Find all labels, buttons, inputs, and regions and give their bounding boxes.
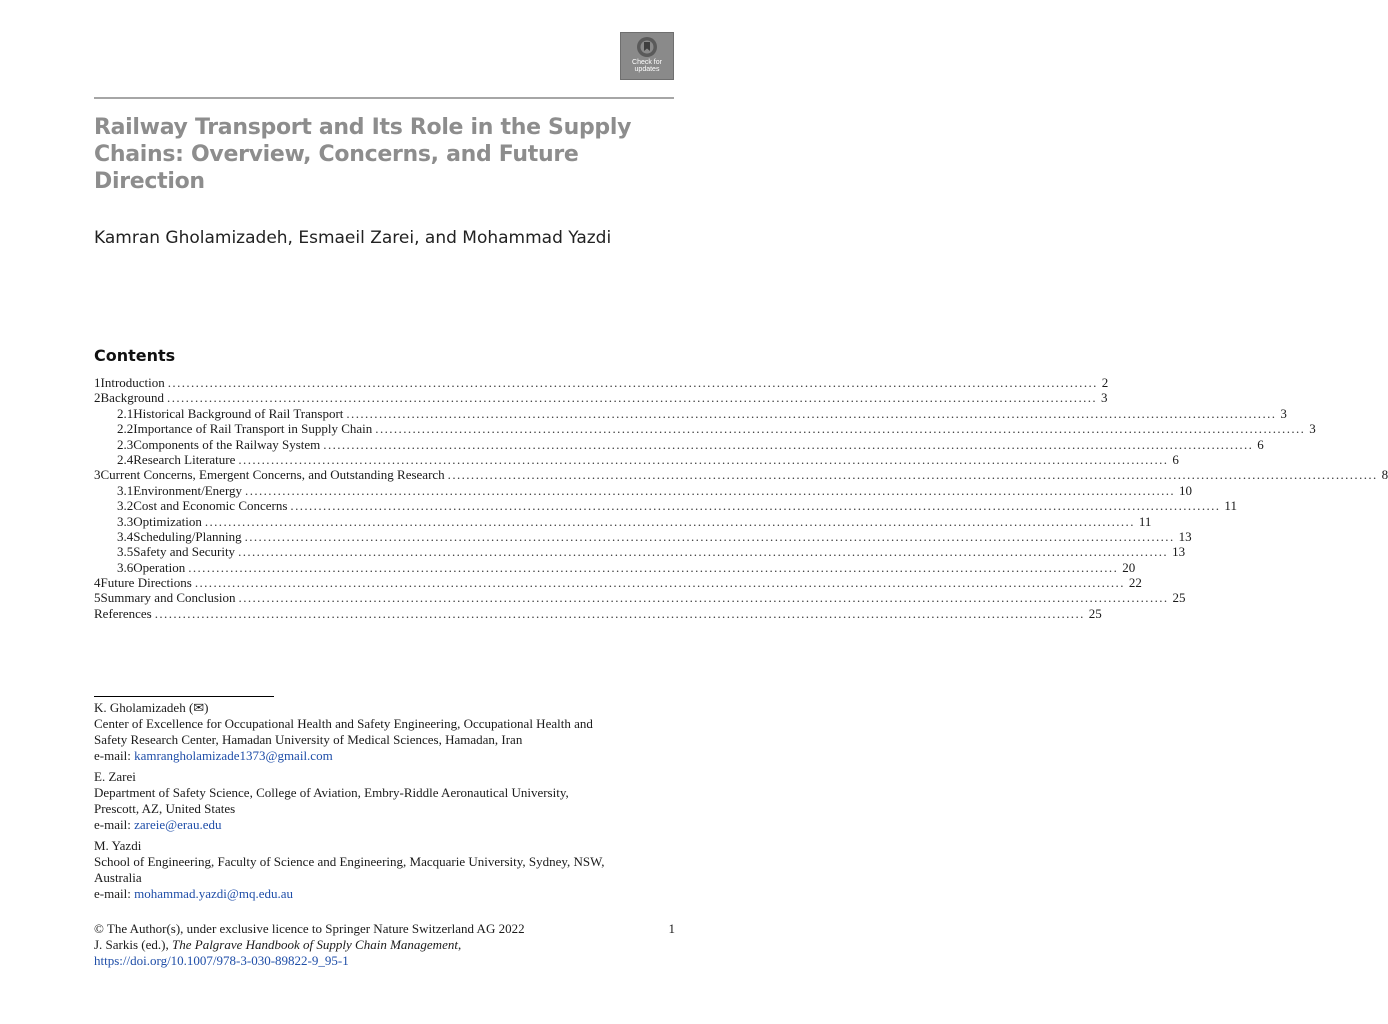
toc-entry[interactable]	[94, 467, 1388, 483]
title-rule	[94, 97, 674, 99]
toc-leader-dots: ........................................................................................................................................................................................................	[238, 451, 1169, 467]
affiliation-name: M. Yazdi	[94, 838, 142, 853]
toc-page-number: 3	[1280, 405, 1287, 421]
citation: J. Sarkis (ed.), The Palgrave Handbook of Supply Chain Management,	[94, 937, 462, 952]
toc-number: 4	[94, 575, 101, 591]
toc-entry[interactable]	[94, 544, 1186, 560]
affiliation-name: K. Gholamizadeh (✉)	[94, 700, 209, 715]
toc-leader-dots: ........................................................................................................................................................................................................	[167, 375, 1098, 390]
toc-entry[interactable]	[94, 559, 1136, 575]
toc-number: 3.1	[117, 482, 134, 498]
toc-number: 3.6	[117, 559, 134, 575]
affiliation-line: Safety Research Center, Hamadan University of Medical Sciences, Hamadan, Iran	[94, 732, 523, 747]
title-line: Direction	[94, 169, 205, 194]
bookmark-icon	[636, 36, 658, 58]
toc-leader-dots: ........................................................................................................................................................................................................	[290, 498, 1221, 514]
toc-leader-dots: ........................................................................................................................................................................................................	[154, 605, 1085, 621]
toc-page-number: 13	[1172, 544, 1186, 560]
toc-leader-dots: ........................................................................................................................................................................................................	[167, 390, 1098, 406]
title-line: Chains: Overview, Concerns, and Future	[94, 142, 579, 167]
toc-number: 1	[94, 375, 101, 390]
toc-number: 5	[94, 590, 101, 606]
chapter-title	[94, 114, 674, 195]
toc-entry[interactable]	[94, 528, 1192, 544]
toc-number: 3.5	[117, 544, 134, 560]
toc-page-number: 8	[1381, 467, 1388, 483]
toc-number: 2.4	[117, 451, 134, 467]
toc-page-number: 3	[1309, 421, 1316, 437]
toc-entry[interactable]	[94, 421, 1316, 437]
toc-page-number: 25	[1172, 590, 1186, 606]
toc-leader-dots: ........................................................................................................................................................................................................	[194, 575, 1125, 591]
toc-title: Scheduling/Planning	[133, 528, 242, 544]
toc-entry[interactable]	[94, 482, 1193, 498]
toc-title: Optimization	[133, 513, 202, 529]
toc-title: Environment/Energy	[133, 482, 243, 498]
toc-title: Research Literature	[133, 451, 236, 467]
toc-entry[interactable]	[94, 575, 1142, 591]
toc-leader-dots: ........................................................................................................................................................................................................	[323, 436, 1254, 452]
toc-number: 3.2	[117, 498, 134, 514]
email-link[interactable]: kamrangholamizade1373@gmail.com	[134, 748, 333, 763]
toc-entry[interactable]	[94, 390, 1108, 406]
toc-page-number: 25	[1088, 605, 1102, 621]
toc-entry[interactable]	[94, 590, 1186, 606]
toc-number: 3.3	[117, 513, 134, 529]
toc-title: Safety and Security	[133, 544, 236, 560]
toc-leader-dots: ........................................................................................................................................................................................................	[244, 528, 1175, 544]
toc-title: Future Directions	[100, 575, 192, 591]
affiliation-name: E. Zarei	[94, 769, 136, 784]
toc-page-number: 10	[1179, 482, 1193, 498]
toc-entry[interactable]	[94, 375, 1109, 390]
toc-page-number: 6	[1257, 436, 1264, 452]
toc-page-number: 22	[1128, 575, 1142, 591]
toc-leader-dots: ........................................................................................................................................................................................................	[238, 590, 1169, 606]
toc-title: Background	[100, 390, 165, 406]
toc-title: Historical Background of Rail Transport	[133, 405, 344, 421]
toc-leader-dots: ........................................................................................................................................................................................................	[188, 559, 1119, 575]
toc-number: 2.3	[117, 436, 134, 452]
email-label: e-mail:	[94, 817, 135, 832]
toc-page-number: 11	[1138, 513, 1152, 529]
title-line: Railway Transport and Its Role in the Supply	[94, 115, 632, 140]
toc-title: References	[94, 605, 152, 621]
toc-entry[interactable]	[94, 405, 1287, 421]
badge-label: Check for updates	[632, 59, 662, 73]
toc-title: Components of the Railway System	[133, 436, 321, 452]
page-footer	[94, 921, 675, 969]
toc-title: Summary and Conclusion	[100, 590, 236, 606]
toc-entry[interactable]	[94, 451, 1179, 467]
email-label: e-mail:	[94, 748, 135, 763]
toc-leader-dots: ........................................................................................................................................................................................................	[238, 544, 1169, 560]
toc-title: Current Concerns, Emergent Concerns, and Outstanding Research	[100, 467, 445, 483]
toc-title: Operation	[133, 559, 186, 575]
doi-link[interactable]: https://doi.org/10.1007/978-3-030-89822-9_95-1	[94, 953, 349, 968]
toc-leader-dots: ........................................................................................................................................................................................................	[447, 467, 1378, 483]
copyright-notice: © The Author(s), under exclusive licence to Springer Nature Switzerland AG 2022	[94, 921, 525, 936]
affiliation-gholamizadeh	[94, 700, 684, 764]
affiliation-line: Department of Safety Science, College of Aviation, Embry-Riddle Aeronautical University,	[94, 785, 569, 800]
toc-entry[interactable]	[94, 605, 1102, 621]
toc-number: 3.4	[117, 528, 134, 544]
affiliation-line: Center of Excellence for Occupational Health and Safety Engineering, Occupational Health and	[94, 716, 593, 731]
book-title: The Palgrave Handbook of Supply Chain Management	[172, 937, 458, 952]
affiliation-zarei	[94, 769, 684, 833]
author-list: Kamran Gholamizadeh, Esmaeil Zarei, and Mohammad Yazdi	[94, 228, 612, 248]
affiliation-line: Prescott, AZ, United States	[94, 801, 236, 816]
email-label: e-mail:	[94, 886, 135, 901]
footnote-rule	[94, 696, 274, 697]
affiliation-line: School of Engineering, Faculty of Science and Engineering, Macquarie University, Sydney, NSW,	[94, 854, 605, 869]
affiliation-line: Australia	[94, 870, 142, 885]
toc-page-number: 2	[1101, 375, 1109, 390]
contents-heading: Contents	[94, 346, 176, 365]
toc-number: 2.2	[117, 421, 134, 437]
toc-leader-dots: ........................................................................................................................................................................................................	[346, 405, 1277, 421]
toc-page-number: 11	[1224, 498, 1237, 514]
toc-page-number: 20	[1122, 559, 1136, 575]
toc-number: 3	[94, 467, 101, 483]
toc-title: Importance of Rail Transport in Supply Chain	[133, 421, 373, 437]
toc-entry[interactable]	[94, 436, 1264, 452]
toc-page-number: 13	[1178, 528, 1192, 544]
email-link[interactable]: zareie@erau.edu	[134, 817, 222, 832]
toc-leader-dots: ........................................................................................................................................................................................................	[375, 421, 1306, 437]
toc-title: Introduction	[100, 375, 165, 390]
table-of-contents	[94, 375, 1388, 621]
check-for-updates-badge[interactable]	[620, 32, 674, 80]
toc-number: 2.1	[117, 405, 134, 421]
page-number: 1	[668, 921, 675, 936]
toc-page-number: 3	[1101, 390, 1108, 406]
toc-leader-dots: ........................................................................................................................................................................................................	[245, 482, 1176, 498]
toc-leader-dots: ........................................................................................................................................................................................................	[204, 513, 1135, 529]
toc-entry[interactable]	[94, 513, 1152, 529]
email-link[interactable]: mohammad.yazdi@mq.edu.au	[134, 886, 293, 901]
toc-number: 2	[94, 390, 101, 406]
toc-entry[interactable]	[94, 498, 1237, 514]
toc-title: Cost and Economic Concerns	[133, 498, 288, 514]
toc-page-number: 6	[1172, 451, 1179, 467]
affiliation-yazdi	[94, 838, 684, 902]
